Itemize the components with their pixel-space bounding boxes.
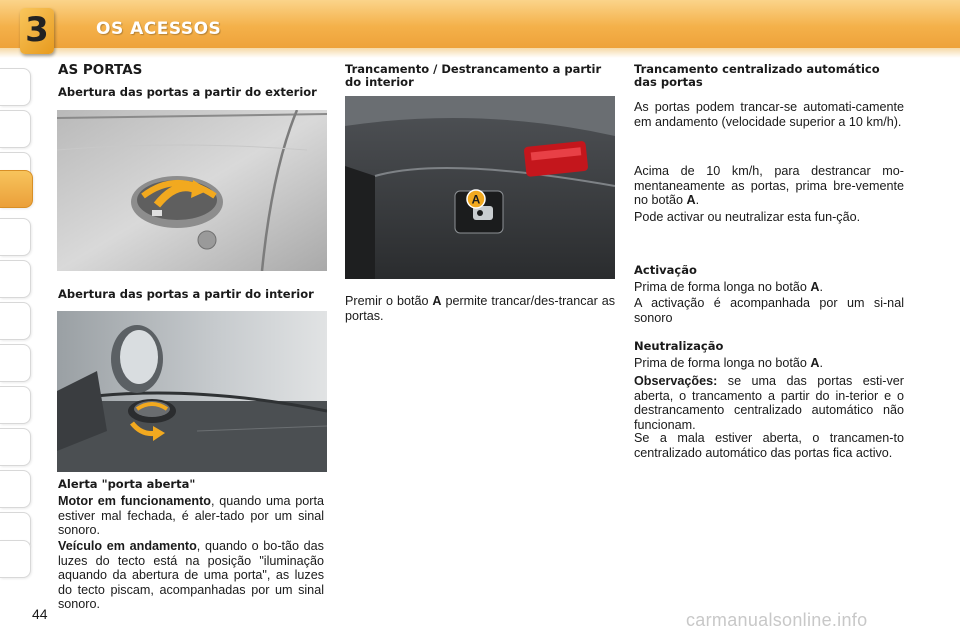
central-lock-button-image	[345, 96, 615, 279]
chapter-tab-10[interactable]	[0, 470, 31, 508]
central-lock-heading: Trancamento centralizado automático das portas	[634, 62, 880, 89]
chapter-tab-7[interactable]	[0, 344, 31, 382]
heading-exterior: Abertura das portas a partir do exterior	[58, 85, 317, 99]
central-lock-paragraph-2: Acima de 10 km/h, para destrancar mo-mentaneamente as portas, prima bre-vemente no botão A.	[634, 164, 904, 207]
activation-paragraph-1: Prima de forma longa no botão A.	[634, 280, 824, 294]
central-lock-paragraph-3: Pode activar ou neutralizar esta fun-ção.	[634, 210, 861, 224]
chapter-tab-2[interactable]	[0, 110, 31, 148]
chapter-tab-4[interactable]	[0, 218, 31, 256]
alert-heading: Alerta "porta aberta"	[58, 477, 196, 491]
activation-heading: Activação	[634, 263, 697, 277]
section-title: AS PORTAS	[58, 62, 143, 78]
activation-paragraph-2: A activação é acompanhada por um si-nal sonoro	[634, 296, 904, 325]
door-handle-interior-image	[57, 311, 327, 472]
button-a-label: A	[471, 192, 481, 207]
neutralization-paragraph: Prima de forma longa no botão A.	[634, 356, 824, 370]
heading-interior: Abertura das portas a partir do interior	[58, 287, 314, 301]
lock-interior-heading: Trancamento / Destrancamento a partir do interior	[345, 62, 602, 89]
chapter-tab-active[interactable]	[0, 170, 33, 208]
alert-paragraph-2: Veículo em andamento, quando o bo-tão das luzes do tecto está na posição "iluminação aquando da abertura de uma porta", as luzes do tecto piscam, acompanhadas por um sinal sonoro.	[58, 539, 324, 611]
chapter-tab-9[interactable]	[0, 428, 31, 466]
chapter-tab-8[interactable]	[0, 386, 31, 424]
chapter-number: 3	[25, 10, 49, 50]
trunk-open-paragraph: Se a mala estiver aberta, o trancamen-to centralizado automático das portas fica activo.	[634, 431, 904, 460]
chapter-tab-12[interactable]	[0, 540, 31, 578]
lock-interior-paragraph: Premir o botão A permite trancar/des-trancar as portas.	[345, 294, 615, 323]
chapter-tab-5[interactable]	[0, 260, 31, 298]
watermark: carmanualsonline.info	[686, 610, 868, 630]
page-number: 44	[32, 606, 48, 622]
chapter-tab-6[interactable]	[0, 302, 31, 340]
door-handle-exterior-image	[57, 110, 327, 271]
alert-paragraph-1: Motor em funcionamento, quando uma porta estiver mal fechada, é aler-tado por um sinal sonoro.	[58, 494, 324, 537]
observations-paragraph: Observações: se uma das portas esti-ver aberta, o trancamento a partir do in-terior e o destrancamento centralizado automático não funcionam.	[634, 374, 904, 432]
neutralization-heading: Neutralização	[634, 339, 724, 353]
chapter-title: OS ACESSOS	[96, 19, 222, 39]
header-fade	[0, 48, 960, 58]
chapter-tab-1[interactable]	[0, 68, 31, 106]
central-lock-paragraph-1: As portas podem trancar-se automati-camente em andamento (velocidade superior a 10 km/h).	[634, 100, 904, 129]
